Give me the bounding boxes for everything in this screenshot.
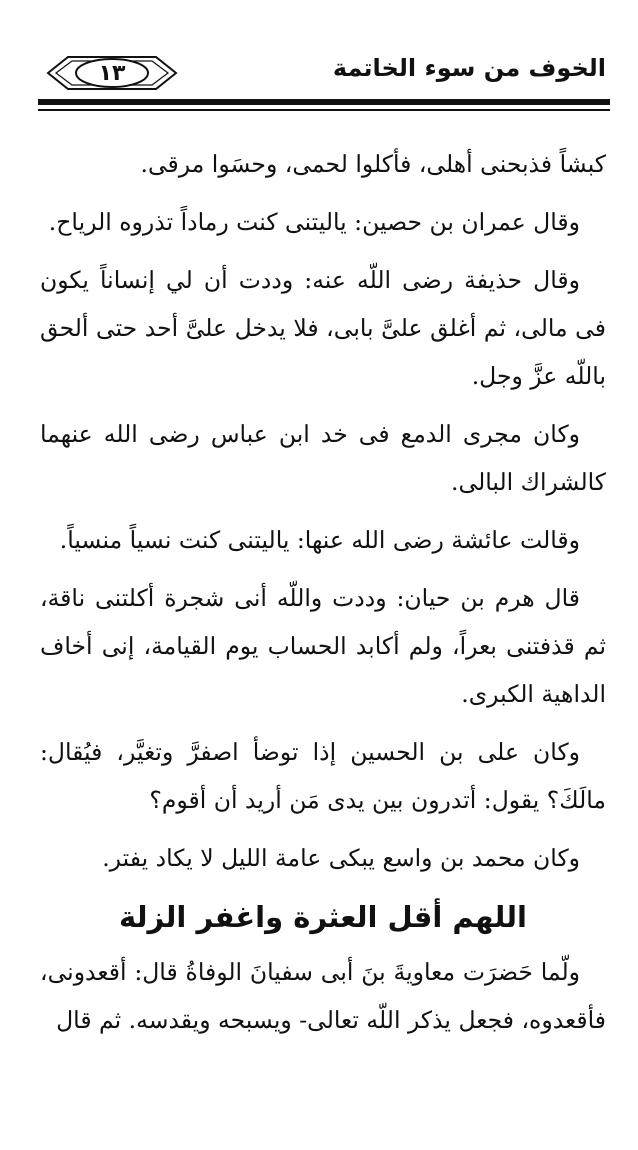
paragraph: وكان على بن الحسين إذا توضأ اصفرَّ وتغيَّر، فيُقال: مالَكَ؟ يقول: أتدرون بين يدى مَن أريد أن أقوم؟ xyxy=(40,738,606,814)
paragraph: كبشاً فذبحنى أهلى، فأكلوا لحمى، وحسَوا مرقى. xyxy=(140,150,606,178)
paragraph: وكان محمد بن واسع يبكى عامة الليل لا يكاد يفتر. xyxy=(102,844,580,872)
paragraph: وقال حذيفة رضى اللّه عنه: وددت أن لي إنساناً يكون فى مالى، ثم أغلق علىَّ بابى، فلا يدخل علىَّ أحد حتى ألحق باللّه عزَّ وجل. xyxy=(40,266,606,390)
page-number-badge xyxy=(46,54,178,92)
page-header xyxy=(38,52,608,96)
running-title: الخوف من سوء الخاتمة xyxy=(332,54,606,82)
paragraph: وكان مجرى الدمع فى خد ابن عباس رضى الله عنهما كالشراك البالى. xyxy=(40,420,606,496)
paragraph: وقالت عائشة رضى الله عنها: ياليتنى كنت نسياً منسياً. xyxy=(59,526,580,554)
page-body xyxy=(40,140,606,1054)
paragraph: ولّما حَضرَت معاويةَ بنَ أبى سفيانَ الوفاةُ قال: أقعدونى، فأقعدوه، فجعل يذكر اللّه تعالى- ويسبحه ويقدسه. ثم قال xyxy=(40,958,606,1034)
header-rule-thin xyxy=(38,109,610,111)
paragraph: وقال عمران بن حصين: ياليتنى كنت رماداً تذروه الرياح. xyxy=(48,208,580,236)
header-rule-thick xyxy=(38,99,610,105)
page-number: ١٣ xyxy=(98,60,126,86)
section-heading: اللهم أقل العثرة واغفر الزلة xyxy=(119,900,527,934)
paragraph: قال هرم بن حيان: وددت واللّه أنى شجرة أكلتنى ناقة، ثم قذفتنى بعراً، ولم أكابد الحساب يوم القيامة، إنى أخاف الداهية الكبرى. xyxy=(40,584,606,708)
